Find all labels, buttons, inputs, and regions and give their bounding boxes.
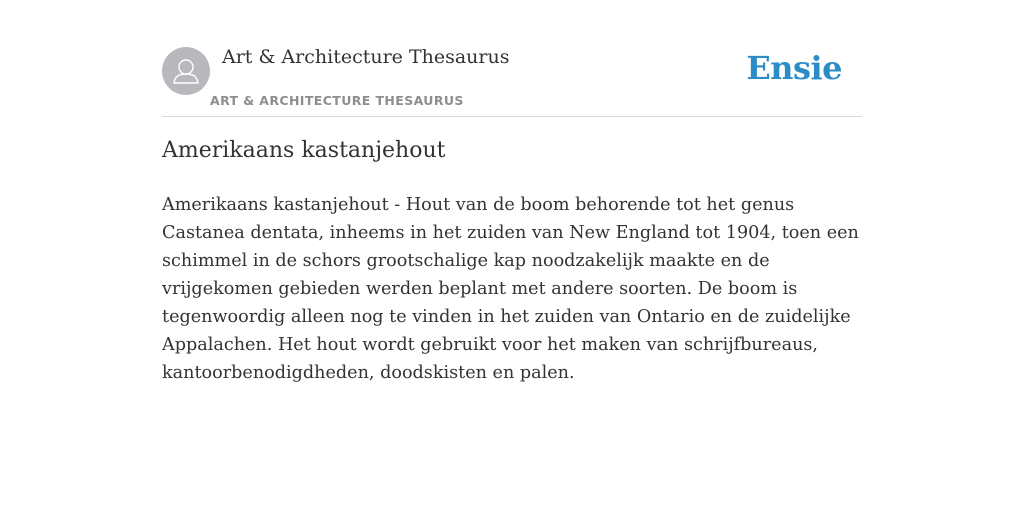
header	[162, 42, 862, 117]
brand-logo[interactable]: Ensie	[746, 49, 842, 87]
author-name[interactable]: Art & Architecture Thesaurus	[222, 46, 510, 68]
author-avatar[interactable]	[162, 47, 210, 95]
article-title: Amerikaans kastanjehout	[162, 138, 446, 163]
user-silhouette-icon	[162, 47, 210, 95]
author-source: ART & ARCHITECTURE THESAURUS	[210, 93, 464, 108]
article-body: Amerikaans kastanjehout - Hout van de boom behorende tot het genus Castanea dentata, inheems in het zuiden van New England tot 1904, toen een schimmel in de schors grootschalige kap noodzakelijk maakte en de vrijgekomen gebieden werden beplant met andere soorten. De boom is tegenwoordig alleen nog te vinden in het zuiden van Ontario en de zuidelijke Appalachen. Het hout wordt gebruikt voor het maken van schrijfbureaus, kantoorbenodigdheden, doodskisten en palen.	[162, 195, 859, 383]
